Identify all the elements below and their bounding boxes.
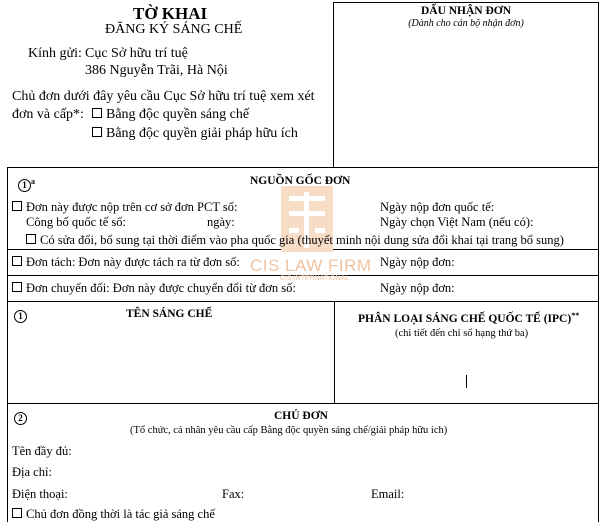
form-left-border [7, 167, 8, 522]
vn-selection-date: Ngày chọn Việt Nam (nếu có): [380, 215, 534, 229]
option-invention-label: Bằng độc quyền sáng chế [106, 107, 250, 122]
applicant-note: (Tổ chức, cá nhân yêu cầu cấp Bằng độc quyền sáng chế/giải pháp hữu ích) [130, 425, 448, 436]
ipc-left-border [334, 301, 335, 403]
origin-number-suffix: a [31, 177, 35, 186]
applicant-phone: Điện thoại: [12, 487, 68, 501]
invention-top-border [7, 301, 599, 302]
option-utility-label: Bằng độc quyền giải pháp hữu ích [106, 126, 298, 141]
convert-field[interactable] [12, 281, 296, 296]
applicant-number [14, 408, 27, 426]
applicant-email: Email: [371, 487, 405, 501]
watermark-text: CIS LAW FIRM [250, 256, 372, 275]
option-invention[interactable] [92, 107, 249, 123]
text-cursor [466, 375, 467, 388]
request-line1: Chủ đơn dưới đây yêu cầu Cục Sở hữu trí tuệ xem xét [12, 89, 315, 104]
convert-label: Đơn chuyển đổi: Đơn này được chuyển đổi từ đơn số: [26, 281, 296, 295]
applicant-number-icon: 2 [14, 412, 27, 425]
applicant-top-border [7, 403, 599, 404]
stamp-box-top-border [333, 2, 599, 3]
origin-top-border [7, 167, 599, 168]
split-label: Đơn tách: Đơn này được tách ra từ đơn số: [26, 255, 240, 269]
also-author-label: Chủ đơn đồng thời là tác giả sáng chế [26, 507, 215, 521]
split-filing-date: Ngày nộp đơn: [380, 255, 455, 269]
intl-filing-date: Ngày nộp đơn quốc tế: [380, 200, 495, 214]
ipc-title-text: PHÂN LOẠI SÁNG CHẾ QUỐC TẾ (IPC) [358, 313, 572, 325]
invention-number [14, 306, 27, 324]
pct-field[interactable] [12, 200, 237, 215]
amended-checkbox[interactable] [26, 234, 36, 244]
ipc-mark: ** [571, 311, 580, 320]
applicant-full-name: Tên đầy đủ: [12, 444, 72, 458]
applicant-address: Địa chỉ: [12, 465, 52, 479]
intl-pub-date: ngày: [207, 215, 235, 229]
convert-checkbox[interactable] [12, 282, 22, 292]
option-utility-checkbox[interactable] [92, 127, 102, 137]
invention-title: TÊN SÁNG CHẾ [126, 308, 213, 320]
invention-number-icon: 1 [14, 310, 27, 323]
pct-label: Đơn này được nộp trên cơ sở đơn PCT số: [26, 200, 238, 214]
addressee-label: Kính gửi: [28, 46, 82, 61]
split-checkbox[interactable] [12, 256, 22, 266]
addressee-line1: Cục Sở hữu trí tuệ [85, 46, 188, 61]
also-author-checkbox[interactable] [12, 508, 22, 518]
form-title: TỜ KHAI [133, 4, 208, 23]
amended-field[interactable] [26, 233, 564, 248]
watermark-subtext: CIS INTERNATIONAL [280, 275, 350, 282]
form-subtitle: ĐĂNG KÝ SÁNG CHẾ [105, 22, 243, 37]
applicant-fax: Fax: [222, 487, 245, 501]
ipc-title [358, 311, 579, 325]
origin-title: NGUỒN GỐC ĐƠN [250, 175, 351, 187]
origin-number-icon: 1 [18, 179, 31, 192]
stamp-box-title: DẤU NHẬN ĐƠN [420, 5, 512, 17]
origin-number [18, 175, 35, 193]
option-invention-checkbox[interactable] [92, 108, 102, 118]
applicant-also-author[interactable] [12, 507, 215, 522]
split-field[interactable] [12, 255, 240, 270]
intl-pub-no: Công bố quốc tế số: [26, 215, 126, 229]
pct-checkbox[interactable] [12, 201, 22, 211]
stamp-box-note: (Dành cho cán bộ nhận đơn) [408, 18, 524, 29]
applicant-title: CHỦ ĐƠN [274, 410, 328, 422]
form-right-border [598, 167, 599, 522]
convert-filing-date: Ngày nộp đơn: [380, 281, 455, 295]
addressee-line2: 386 Nguyễn Trãi, Hà Nội [85, 63, 228, 78]
request-line2: đơn và cấp*: [12, 107, 84, 122]
ipc-note: (chi tiết đến chỉ số hạng thứ ba) [395, 328, 529, 339]
amended-label: Có sửa đổi, bổ sung tại thời điểm vào pha quốc gia (thuyết minh nội dung sửa đổi khai tại trang bổ sung) [40, 233, 564, 247]
option-utility[interactable] [92, 126, 298, 142]
